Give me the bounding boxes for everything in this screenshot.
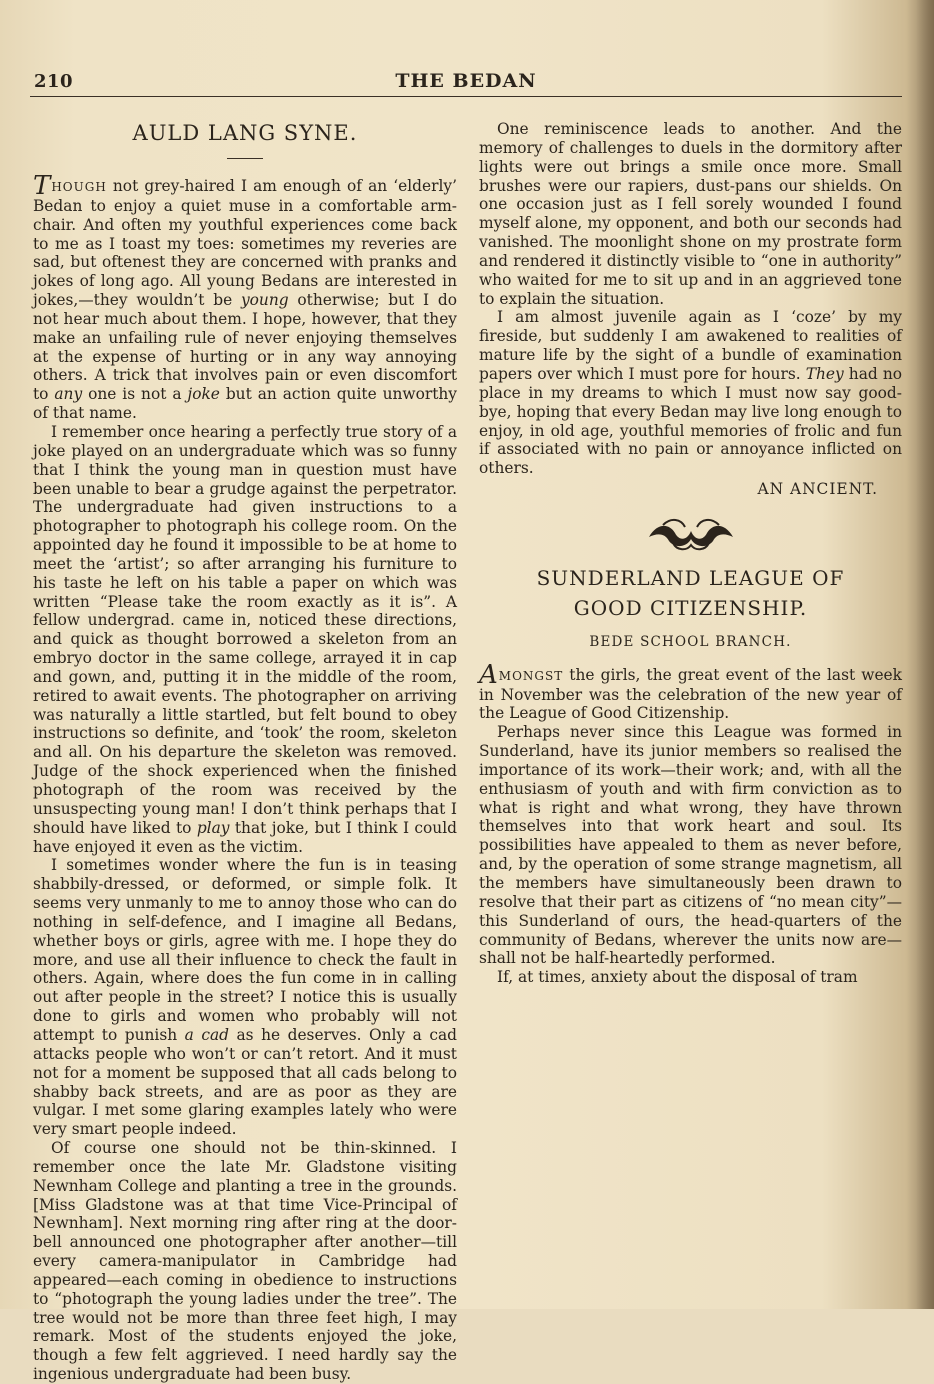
text-run: that joke, but I think I could have enjoyed it even as the victim.	[33, 818, 457, 856]
text-run: but an action quite unworthy of that name.	[33, 385, 458, 423]
small-caps-word: MONGST	[498, 668, 564, 683]
section-title-line: SUNDERLAND LEAGUE OF	[536, 565, 845, 590]
italic-word: They	[805, 364, 844, 383]
signature: AN ANCIENT.	[757, 480, 878, 499]
paragraph	[479, 308, 902, 478]
paragraph	[33, 423, 457, 856]
text-run: one is not a	[82, 385, 188, 404]
page-number: 210	[34, 71, 74, 92]
text-run: not grey-haired I am enough of an ‘elderly’ Bedan to enjoy a quiet muse in a comfortable arm-chair. And often my youthful experiences come back to me as I toast my toes: sometimes my reveries are sad, but oftenest they are concerned with pranks and jokes of long ago. All young Bedans are interested in jokes,—they wouldn’t be	[33, 177, 457, 310]
text-run: otherwise; but I do not hear much about them. I hope, however, that they make an unfailing rule of never enjoying themselves at the expense of hurting or in any way annoying others. A trick that involves pain or even discomfort to	[33, 291, 457, 404]
drop-cap: A	[479, 659, 498, 690]
article-title: AULD LANG SYNE.	[132, 121, 358, 145]
title-rule	[227, 158, 263, 159]
section-title-line: GOOD CITIZENSHIP.	[573, 595, 808, 620]
text-run: I am almost juvenile again as I ‘coze’ by my fireside, but suddenly I am awakened to realities of mature life by the sight of a bundle of examination papers over which I must pore for hours.	[479, 308, 902, 383]
paragraph	[33, 856, 457, 1139]
section-title	[479, 563, 902, 623]
italic-word: young	[240, 291, 289, 310]
text-run: I remember once hearing a perfectly true story of a joke played on an undergraduate which was so funny that I think the young man in question must have been unable to bear a grudge against the perpetrator. The undergraduate had given instructions to a photographer to photograph his college room. On the appointed day he found it impossible to be at home to meet the ‘artist’; so after arranging his furniture to his taste he left on his table a paper on which was written “Please take the room exactly as it is”. A fellow undergrad. came in, noticed these directions, and quick as thought borrowed a skeleton from an embryo doctor in the same college, arrayed it in cap and gown, and, putting it in the middle of the room, retired to await events. The photographer on arriving was naturally a little startled, but felt bound to obey instructions so definite, and ‘took’ the room, skeleton and all. On his departure the skeleton was removed. Judge of the shock experienced when the finished photograph of the room was received by the unsuspecting young man! I don’t think perhaps that I should have liked to	[33, 422, 457, 837]
right-column	[479, 120, 902, 987]
paragraph	[33, 171, 458, 423]
paragraph: One reminiscence leads to another. And the memory of challenges to duels in the dormitory after lights were out brings a smile once more. Small brushes were our rapiers, dust-pans our shields. On one occasion just as I fell sorely wounded I found myself alone, my opponent, and both our seconds had vanished. The moonlight shone on my prostrate form and rendered it distinctly visible to “one in authority” who waited for me to sit up and in an aggrieved tone to explain the situation.	[479, 120, 902, 308]
paragraph	[479, 659, 902, 724]
ornament-icon	[643, 511, 739, 553]
paragraph-continued: Of course one should not be thin-skinned. I remember once the late Mr. Gladstone visiting Newnham College and planting a tree in the grounds. [Miss Gladstone was at that time Vice-Principal of Newnham]. Next morning ring after ring at the door-bell announced one photographer after another—till every camera-manipulator in Cambridge had appeared—each coming in obedience to instructions to “photograph the young ladies under the tree”. The tree would not be more than three feet high, I may remark. Most of the students enjoyed the joke, though a few felt aggrieved. I need hardly say the ingenious undergraduate had been busy.	[33, 1139, 457, 1384]
italic-word: play	[196, 818, 230, 837]
drop-cap: T	[33, 171, 51, 201]
binding-shadow	[916, 0, 934, 1309]
italic-word: joke	[187, 385, 220, 404]
text-run: as he deserves. Only a cad attacks people who won’t or can’t retort. And it must not for a moment be supposed that all cads belong to shabby back streets, and are as poor as they are vulgar. I met some glaring examples lately who were very smart people indeed.	[33, 1025, 457, 1139]
text-run: I sometimes wonder where the fun is in teasing shabbily-dressed, or deformed, or simple folk. It seems very unmanly to me to annoy those who can do nothing in self-defence, and I imagine all Bedans, whether boys or girls, agree with me. I hope they do more, and use all their influence to check the fault in others. Again, where does the fun come in in calling out after people in the street? I notice this is usually done to girls and women who probably will not attempt to punish	[33, 856, 457, 1044]
paragraph: If, at times, anxiety about the disposal of tram	[497, 968, 858, 987]
italic-word: a cad	[184, 1025, 229, 1044]
small-caps-word: HOUGH	[51, 180, 107, 194]
section-subtitle: BEDE SCHOOL BRANCH.	[589, 633, 792, 650]
text-run: had no place in my dreams to which I must now say good-bye, hoping that every Bedan may live long enough to enjoy, in old age, youthful memories of frolic and fun if associated with no pain or annoyance inflicted on others.	[479, 364, 902, 478]
journal-title: THE BEDAN	[395, 70, 537, 92]
text-run: the girls, the great event of the last week in November was the celebration of the new year of the League of Good Citizenship.	[479, 665, 902, 723]
running-head	[30, 66, 902, 97]
italic-word: any	[54, 385, 83, 404]
left-column	[33, 120, 457, 1384]
paragraph: Perhaps never since this League was formed in Sunderland, have its junior members so realised the importance of its work—their work; and, with all the enthusiasm of youth and with firm conviction as to what is right and what wrong, they have thrown themselves into that work heart and soul. Its possibilities have appealed to them as never before, and, by the operation of some strange magnetism, all the members have simultaneously been drawn to resolve that their part as citizens of “no mean city”—this Sunderland of ours, the head-quarters of the community of Bedans, wherever the units now are—shall not be half-heartedly performed.	[479, 723, 902, 968]
